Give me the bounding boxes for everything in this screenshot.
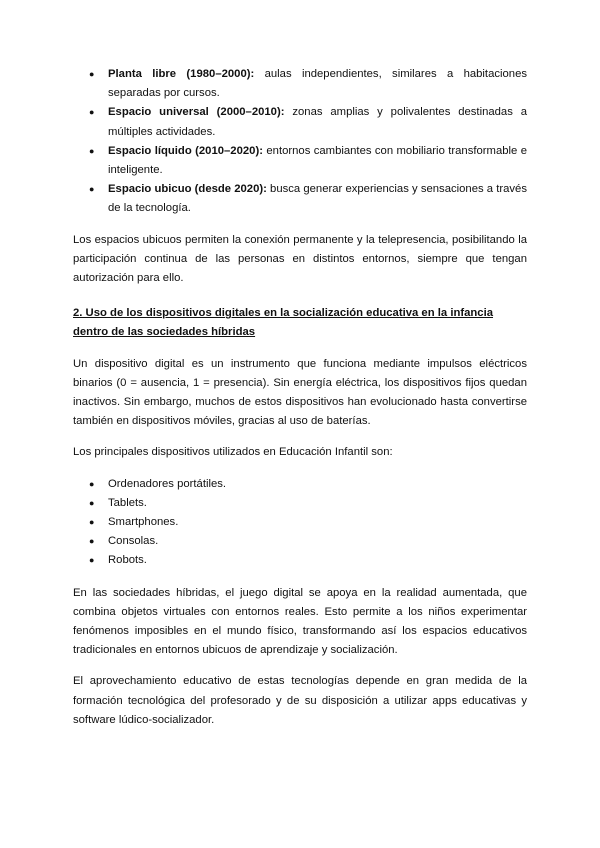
device-label: Smartphones.: [108, 516, 179, 529]
list-item: [73, 142, 527, 180]
devices-list: [73, 475, 527, 571]
paragraph-aprovechamiento-educativo: El aprovechamiento educativo de estas tecnologías depende en gran medida de la formación tecnológica del profesorado y de su disposición a utilizar apps educativas y software lúdico-socializador.: [73, 675, 527, 726]
device-label: Ordenadores portátiles.: [108, 477, 227, 490]
bullet-icon: ●: [89, 497, 95, 508]
device-label: Robots.: [108, 554, 147, 567]
list-item: [73, 494, 527, 513]
bullet-icon: ●: [89, 478, 95, 489]
list-item: [73, 475, 527, 494]
list-item: [73, 513, 527, 532]
paragraph-principales-dispositivos: Los principales dispositivos utilizados en Educación Infantil son:: [73, 446, 393, 459]
paragraph-dispositivo-digital: Un dispositivo digital es un instrumento que funciona mediante impulsos eléctricos binarios (0 = ausencia, 1 = presencia). Sin energía eléctrica, los dispositivos fijos quedan inactivos. Sin embargo, muchos de estos dispositivos han evolucionado hasta convertirse también en dispositivos móviles, gracias al uso de baterías.: [73, 357, 527, 428]
list-item: [73, 532, 527, 551]
list-item-description: busca generar experiencias y sensaciones a través de la tecnología.: [108, 183, 527, 215]
paragraph-espacios-ubicuos: Los espacios ubicuos permiten la conexión permanente y la telepresencia, posibilitando la participación continua de las personas en distintos entornos, siempre que tengan autorización para ello.: [73, 233, 527, 285]
section-heading: 2. Uso de los dispositivos digitales en la socialización educativa en la infancia dentro de las sociedades híbridas: [73, 307, 494, 339]
bullet-icon: ●: [89, 517, 95, 528]
page-content: [73, 65, 527, 730]
list-item: [73, 551, 527, 570]
list-item-description: entornos cambiantes con mobiliario transformable e inteligente.: [108, 144, 527, 177]
list-item: [73, 65, 527, 103]
bullet-icon: ●: [89, 536, 95, 547]
list-item: [73, 103, 527, 141]
bullet-icon: ●: [89, 69, 95, 79]
device-label: Consolas.: [108, 535, 159, 548]
list-item-term: Espacio universal (2000–2010):: [108, 106, 285, 119]
bullet-icon: ●: [89, 184, 95, 195]
list-item-description: zonas amplias y polivalentes destinadas a múltiples actividades.: [108, 106, 527, 138]
list-item-term: Espacio líquido (2010–2020):: [108, 144, 263, 157]
list-item-description: aulas independientes, similares a habitaciones separadas por cursos.: [108, 68, 528, 100]
list-item-term: Espacio ubicuo (desde 2020):: [108, 183, 267, 196]
bullet-icon: ●: [89, 107, 95, 118]
device-label: Tablets.: [108, 496, 147, 509]
paragraph-sociedades-hibridas: En las sociedades híbridas, el juego digital se apoya en la realidad aumentada, que combina objetos virtuales con entornos reales. Esto permite a los niños experimentar fenómenos imposibles en el mundo físico, transformando así los espacios educativos tradicionales en entornos ubicuos de aprendizaje y socialización.: [73, 586, 527, 657]
learning-spaces-list: [73, 65, 527, 219]
list-item-term: Planta libre (1980–2000):: [108, 68, 255, 80]
list-item: [73, 180, 527, 218]
bullet-icon: ●: [89, 555, 95, 566]
bullet-icon: ●: [89, 145, 95, 156]
